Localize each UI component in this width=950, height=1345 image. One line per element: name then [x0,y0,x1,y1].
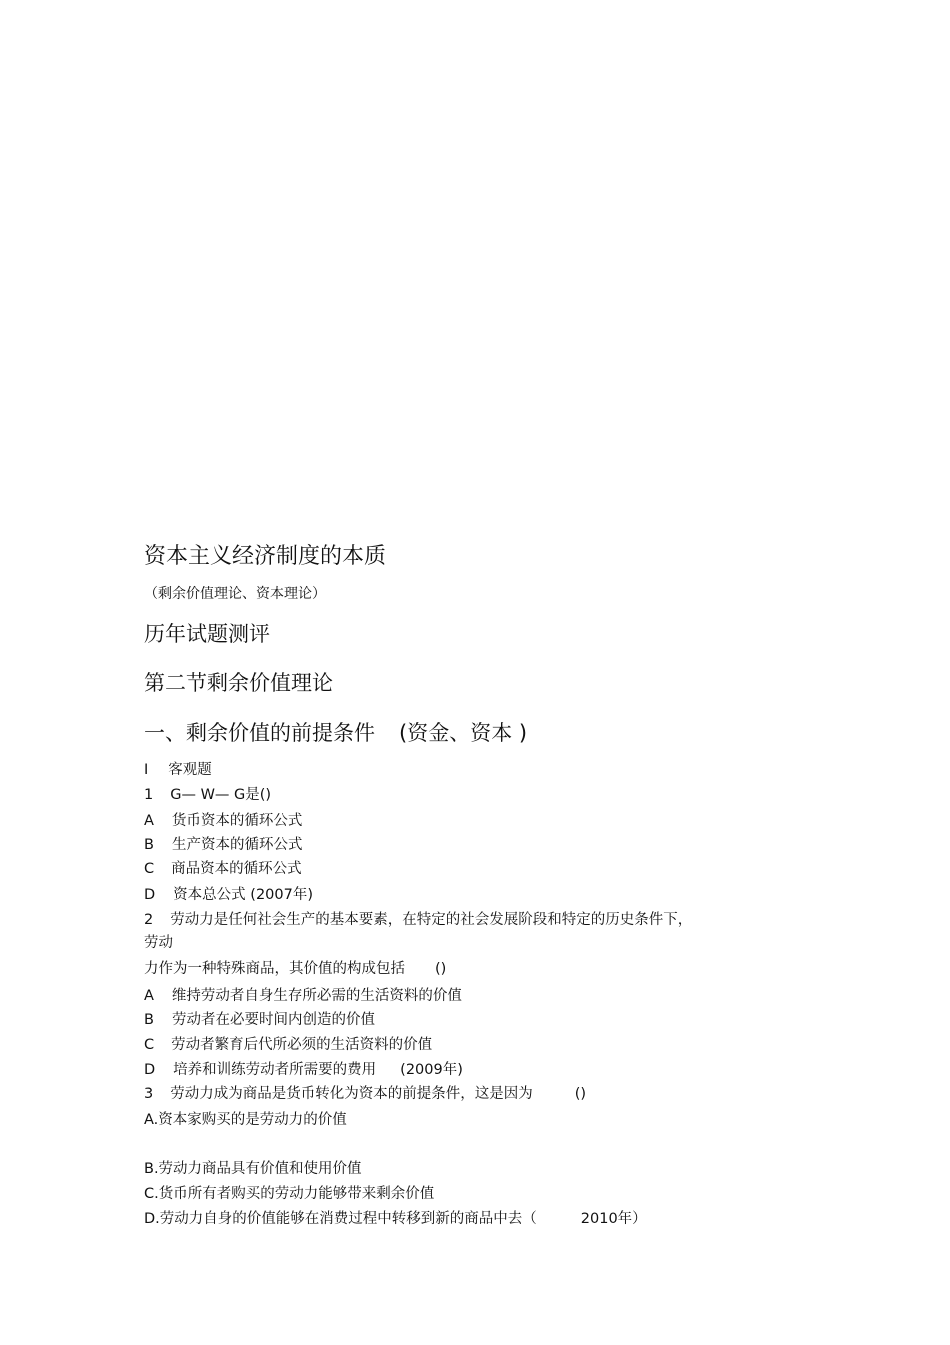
question-3-year: 2010年） [580,1211,647,1227]
question-2-option-c [144,1038,432,1053]
option-key: B [144,1012,154,1028]
question-2-stem-line2: 劳动 [144,935,173,951]
question-3-option-a: A.资本家购买的是劳动力的价值 [144,1112,347,1128]
answer-blank: () [435,961,447,977]
heading-review: 历年试题测评 [144,622,270,646]
option-key: C [144,861,155,877]
option-text: 资本总公式 (2007年) [173,887,313,903]
question-1-option-c [144,862,302,877]
option-text: 培养和训练劳动者所需要的费用 [173,1062,377,1078]
heading-part [144,723,527,744]
option-key: A [144,813,154,829]
question-1-stem [144,788,271,803]
question-1-num: 1 [144,787,154,803]
option-text: D.劳动力自身的价值能够在消费过程中转移到新的商品中去（ [144,1211,537,1227]
option-key: A [144,988,154,1004]
question-2-year: (2009年) [400,1062,463,1078]
question-2-option-a [144,989,462,1004]
option-key: D [144,887,156,903]
question-2-text: 劳动力是任何社会生产的基本要素，在特定的社会发展阶段和特定的历史条件下， [170,912,693,928]
question-2-num: 2 [144,912,154,928]
question-3-option-b: B.劳动力商品具有价值和使用价值 [144,1161,362,1177]
document-title: 资本主义经济制度的本质 [144,544,387,569]
question-2-option-b [144,1013,375,1028]
question-2-option-d [144,1063,463,1078]
question-1-option-a [144,814,302,829]
option-key: D [144,1062,156,1078]
question-2-stem-line1 [144,913,692,928]
option-text: 劳动者在必要时间内创造的价值 [171,1012,375,1028]
heading-part-text: 一、剩余价值的前提条件 [144,721,375,745]
option-text: 商品资本的循环公式 [171,861,302,877]
option-text: 劳动者繁育后代所必须的生活资料的价值 [171,1037,433,1053]
question-2-text-cont: 力作为一种特殊商品，其价值的构成包括 [144,961,405,977]
option-key: C [144,1037,155,1053]
question-3-option-d [144,1212,647,1227]
question-type [144,763,212,778]
option-text: 维持劳动者自身生存所必需的生活资料的价值 [171,988,462,1004]
question-type-num: I [144,762,149,778]
question-2-stem-line3 [144,962,446,977]
answer-blank: () [574,1086,587,1102]
question-type-label: 客观题 [168,762,212,778]
question-3-stem [144,1087,586,1102]
question-3-num: 3 [144,1086,154,1102]
document-subtitle: （剩余价值理论、资本理论） [144,586,326,602]
option-text: 货币资本的循环公式 [171,813,303,829]
question-1-option-d [144,888,313,903]
option-key: B [144,837,154,853]
heading-section: 第二节剩余价值理论 [144,671,333,695]
question-3-option-c: C.货币所有者购买的劳动力能够带来剩余价值 [144,1186,435,1202]
question-3-text: 劳动力成为商品是货币转化为资本的前提条件，这是因为 [170,1086,533,1102]
heading-part-note: (资金、资本 ) [399,721,528,745]
question-1-text: G— W— G是() [170,787,272,803]
option-text: 生产资本的循环公式 [171,837,303,853]
question-1-option-b [144,838,302,853]
